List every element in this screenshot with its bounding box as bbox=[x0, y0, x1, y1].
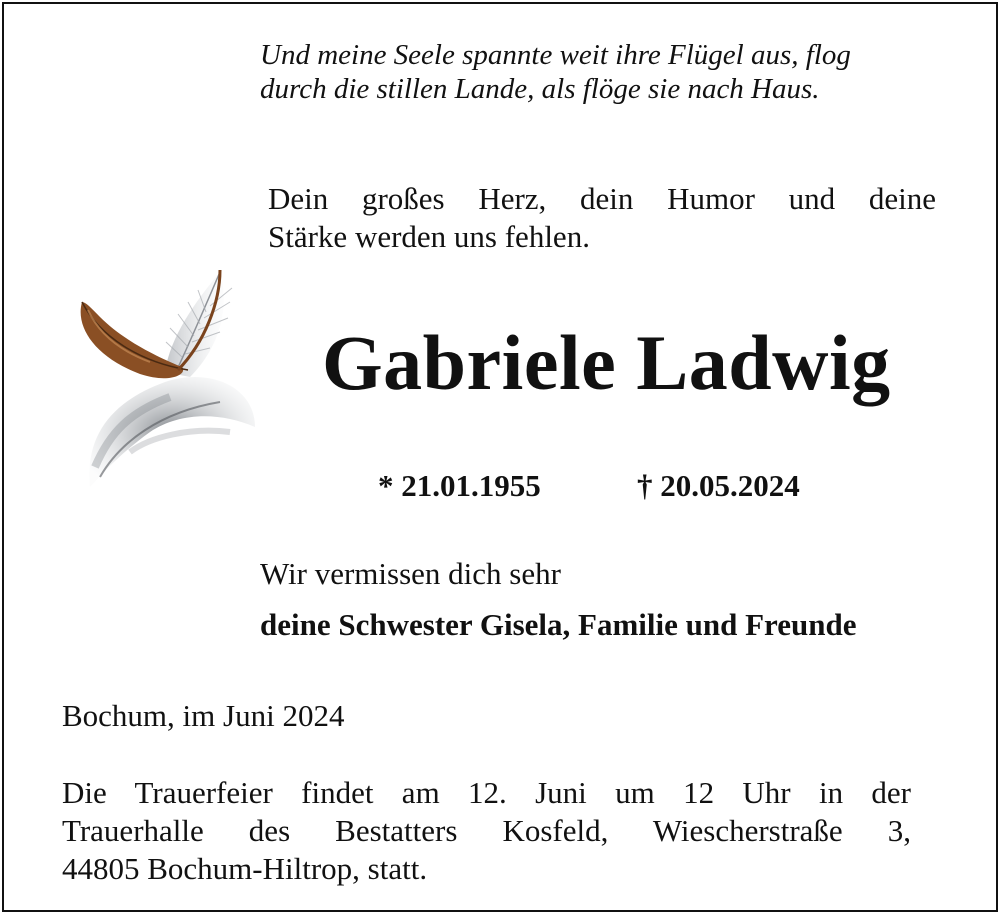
deceased-name: Gabriele Ladwig bbox=[322, 319, 891, 406]
poem-line-2: durch die stillen Lande, als flöge sie nach Haus. bbox=[260, 73, 820, 105]
poem-line-1: Und meine Seele spannte weit ihre Flügel aus, flog bbox=[260, 39, 851, 71]
poem bbox=[260, 38, 960, 106]
funeral-line-2: Trauerhalle des Bestatters Kosfeld, Wiescherstraße 3, bbox=[62, 813, 911, 848]
funeral-line-1: Die Trauerfeier findet am 12. Juni um 12 Uhr in der bbox=[62, 775, 911, 810]
quote-line-2: Stärke werden uns fehlen. bbox=[268, 219, 590, 254]
place-date: Bochum, im Juni 2024 bbox=[62, 698, 345, 733]
feather-icon bbox=[70, 262, 270, 497]
birth-date: * 21.01.1955 bbox=[378, 468, 541, 503]
message: Wir vermissen dich sehr bbox=[260, 556, 561, 591]
quote bbox=[268, 180, 936, 256]
signers: deine Schwester Gisela, Familie und Freunde bbox=[260, 607, 857, 642]
quote-line-1: Dein großes Herz, dein Humor und deine bbox=[268, 181, 936, 216]
funeral-info bbox=[62, 774, 911, 888]
death-date: † 20.05.2024 bbox=[637, 468, 800, 503]
funeral-line-3: 44805 Bochum-Hiltrop, statt. bbox=[62, 851, 428, 886]
